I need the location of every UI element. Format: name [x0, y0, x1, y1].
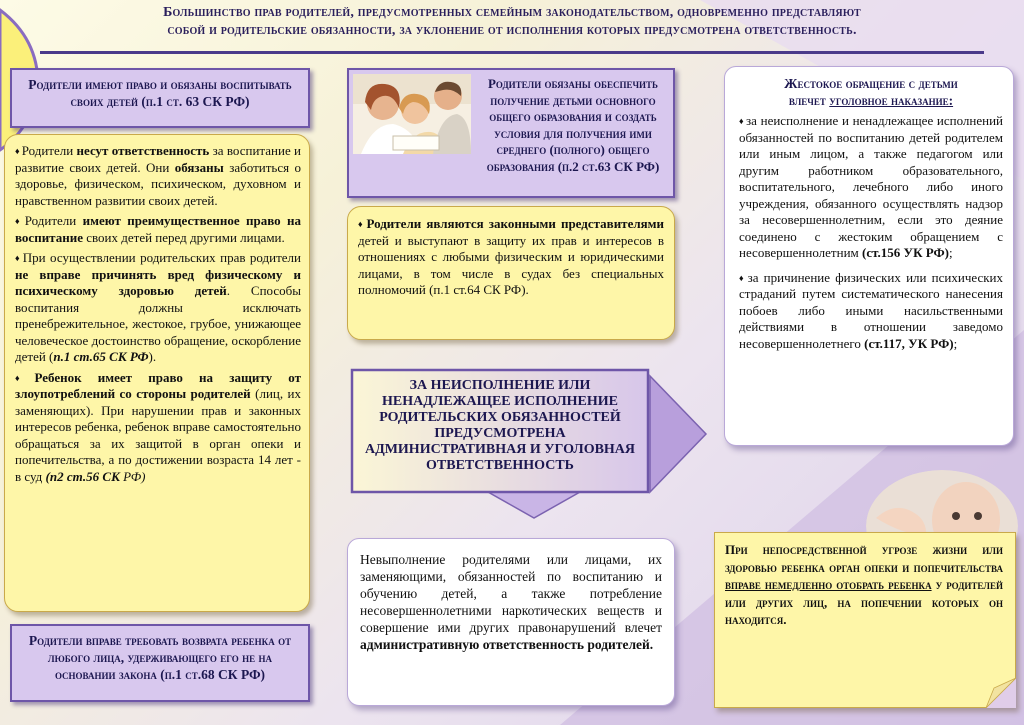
text-run: заботиться о здоровье, физическом, психическом, духовном и нравственном развитии своих детей.	[15, 159, 301, 208]
representatives-text	[358, 216, 664, 299]
criminal-item-156	[739, 113, 1003, 262]
left-bottom-box: Родители вправе требовать возврата ребенка от любого лица, удерживающего его не на основании закона (п.1 ст.68 СК РФ)	[10, 624, 310, 702]
text-run: Невыполнение родителями или лицами, их заменяющими, обязанностей по воспитанию и обучению детей, а также потребление несовершеннолетними наркотических веществ и совершение ими других правонарушений влечет	[360, 552, 662, 635]
custody-note-text	[725, 541, 1003, 629]
representatives-panel	[347, 206, 675, 340]
responsibility-arrow	[350, 368, 708, 520]
responsibility-text: ЗА НЕИСПОЛНЕНИЕ ИЛИ НЕНАДЛЕЖАЩЕЕ ИСПОЛНЕНИЕ РОДИТЕЛЬСКИХ ОБЯЗАННОСТЕЙ ПРЕДУСМОТРЕНА АДМИНИСТРАТИВНАЯ И УГОЛОВНАЯ ОТВЕТСТВЕННОСТЬ	[364, 378, 636, 473]
criminal-header: Жестокое обращение с детьми влечет уголовное наказание:	[784, 76, 958, 108]
administrative-text	[360, 551, 662, 653]
page-curl-icon	[986, 678, 1016, 708]
left-paragraph-3	[15, 250, 301, 366]
criminal-panel	[724, 66, 1014, 446]
text-run: Ребенок имеет право на защиту от злоупотреблений со стороны родителей	[15, 369, 301, 401]
text-run: не вправе причинять вред физическому и психическому здоровью детей	[15, 266, 301, 298]
text-run: При непосредственной угрозе жизни или здоровью ребенка орган опеки и попечительства	[725, 542, 1003, 575]
text-run: имеют преимущественное право на воспитание	[15, 213, 302, 245]
family-photo	[353, 74, 471, 154]
text-run: детей и выступают в защиту их прав и интересов в отношениях с любыми физическим и юридическими лицами, в том числе в судах без специальных полномочий (п.1 ст.64 СК РФ).	[358, 232, 664, 297]
text-run: Родители	[21, 143, 77, 158]
text-run: При осуществлении родительских прав родители	[22, 250, 302, 265]
text-run: Родители	[24, 213, 83, 228]
text-run: (п2 ст.56 СК	[45, 468, 124, 484]
page-title: Большинство прав родителей, предусмотренных семейным законодательством, одновременно представляют собой и родительские обязанности, за уклонение от исполнения которых предусмотрена ответственность.	[163, 5, 861, 38]
text-run: п.1 ст.65 СК РФ	[53, 349, 149, 364]
text-run: . Способы воспитания должны исключать пренебрежительное, жестокое, грубое, унижающее человеческое достоинство обращение, оскорбление детей (	[15, 283, 301, 364]
text-run: административную ответственность родителей.	[360, 637, 654, 652]
text-run: за причинение физических или психических страданий путем систематического нанесения побоев либо иными насильственными действиями в отношении заведомо несовершеннолетнего	[739, 269, 1004, 351]
left-paragraph-4	[15, 370, 301, 486]
text-run: ;	[953, 335, 958, 351]
title-divider	[40, 51, 984, 54]
text-run: Родители являются законными представителями	[366, 216, 665, 231]
middle-header	[347, 68, 675, 198]
middle-header-text: Родители обязаны обеспечить получение детьми основного общего образования и создать условия для получения ими среднего (полного) общего образования (п.2 ст.63 СК РФ)	[486, 76, 660, 174]
text-run: РФ)	[123, 468, 146, 484]
left-paragraph-1	[15, 143, 301, 209]
text-run: ).	[148, 349, 157, 364]
text-run: обязаны	[174, 159, 224, 175]
administrative-panel	[347, 538, 675, 706]
text-run: (ст.156 УК РФ)	[862, 245, 949, 260]
text-run: несут ответственность	[76, 143, 210, 158]
custody-note	[714, 532, 1016, 708]
text-run: за воспитание и развитие своих детей. Они	[15, 143, 302, 175]
text-run: за неисполнение и ненадлежащее исполнений обязанностей по воспитанию детей родителем или иным лицом, а также педагогом или другим работником образовательного, воспитательного, лечебного либо иного учреждения, обязанного осуществлять надзор за несовершеннолетним, если это деяние соединено с жестоким обращением с несовершеннолетним	[739, 113, 1003, 260]
text-run: ;	[948, 245, 953, 260]
criminal-item-117	[739, 270, 1003, 353]
text-run: (лиц, их заменяющих). При нарушении прав и законных интересов ребенка, ребенок вправе самостоятельно обращаться за их защитой в орган опеки и попечительства, а по достижении возраста 14 лет - в суд	[15, 386, 302, 484]
left-rights-panel	[4, 134, 310, 612]
text-run: своих детей перед другими лицами.	[82, 229, 285, 245]
left-paragraph-2	[15, 213, 301, 246]
text-run: вправе немедленно отобрать ребенка	[725, 577, 932, 592]
text-run: (ст.117, УК РФ)	[864, 335, 954, 351]
left-header: Родители имеют право и обязаны воспитывать своих детей (п.1 ст. 63 СК РФ)	[10, 68, 310, 128]
text-run: у родителей или других лиц, на попечении которых он находится.	[725, 577, 1003, 627]
